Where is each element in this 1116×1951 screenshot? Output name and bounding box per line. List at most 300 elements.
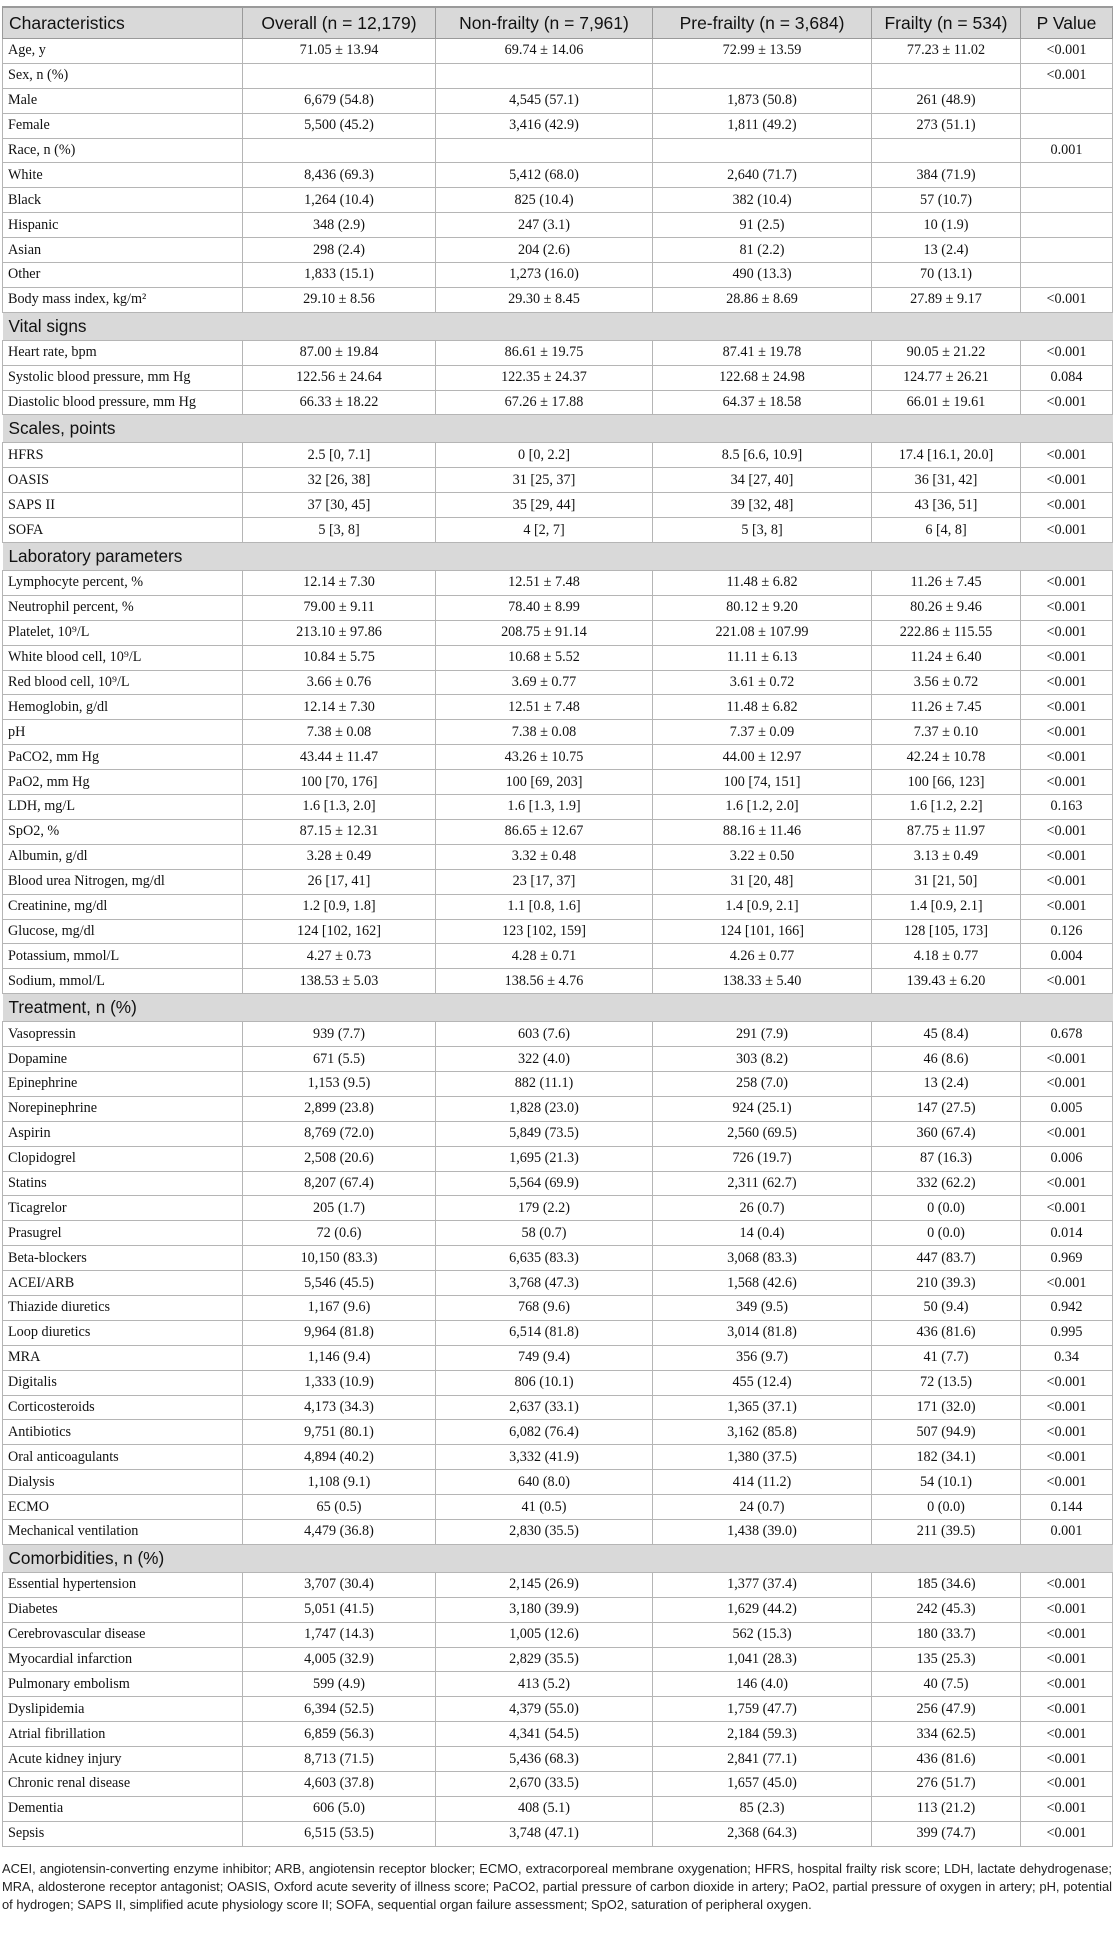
table-row (3, 645, 1113, 670)
cell-non-frailty: 3.32 ± 0.48 (436, 844, 653, 869)
cell-overall: 1,333 (10.9) (243, 1370, 436, 1395)
cell-non-frailty: 749 (9.4) (436, 1345, 653, 1370)
cell-frailty: 128 [105, 173] (872, 919, 1021, 944)
cell-characteristic: Digitalis (3, 1370, 243, 1395)
cell-non-frailty: 35 [29, 44] (436, 493, 653, 518)
cell-overall: 1,146 (9.4) (243, 1345, 436, 1370)
table-row (3, 113, 1113, 138)
cell-pre-frailty: 1.4 [0.9, 2.1] (653, 894, 872, 919)
baseline-characteristics-table-container (2, 6, 1112, 1847)
cell-non-frailty: 23 [17, 37] (436, 869, 653, 894)
table-row (3, 443, 1113, 468)
cell-overall (243, 63, 436, 88)
cell-overall: 348 (2.9) (243, 213, 436, 238)
cell-overall: 1,167 (9.6) (243, 1295, 436, 1320)
cell-non-frailty: 5,412 (68.0) (436, 163, 653, 188)
table-row (3, 1821, 1113, 1846)
cell-overall: 8,769 (72.0) (243, 1121, 436, 1146)
cell-overall: 8,713 (71.5) (243, 1747, 436, 1772)
cell-frailty: 210 (39.3) (872, 1271, 1021, 1296)
table-row (3, 138, 1113, 163)
cell-overall: 4.27 ± 0.73 (243, 944, 436, 969)
cell-pre-frailty: 8.5 [6.6, 10.9] (653, 443, 872, 468)
cell-overall: 4,005 (32.9) (243, 1647, 436, 1672)
cell-frailty: 3.56 ± 0.72 (872, 670, 1021, 695)
cell-characteristic: Atrial fibrillation (3, 1722, 243, 1747)
cell-non-frailty: 123 [102, 159] (436, 919, 653, 944)
section-header-row (3, 994, 1113, 1022)
cell-p-value: 0.001 (1021, 1519, 1113, 1544)
cell-p-value (1021, 213, 1113, 238)
cell-frailty: 43 [36, 51] (872, 493, 1021, 518)
cell-overall: 100 [70, 176] (243, 770, 436, 795)
cell-pre-frailty: 88.16 ± 11.46 (653, 819, 872, 844)
cell-frailty: 436 (81.6) (872, 1747, 1021, 1772)
cell-p-value: <0.001 (1021, 518, 1113, 543)
cell-characteristic: Asian (3, 238, 243, 263)
table-row (3, 944, 1113, 969)
cell-characteristic: Neutrophil percent, % (3, 595, 243, 620)
cell-p-value: <0.001 (1021, 720, 1113, 745)
table-row (3, 518, 1113, 543)
cell-non-frailty: 2,637 (33.1) (436, 1395, 653, 1420)
cell-frailty: 139.43 ± 6.20 (872, 969, 1021, 994)
cell-p-value: <0.001 (1021, 390, 1113, 415)
cell-characteristic: Essential hypertension (3, 1572, 243, 1597)
cell-non-frailty: 4,379 (55.0) (436, 1697, 653, 1722)
cell-p-value: 0.678 (1021, 1022, 1113, 1047)
cell-overall: 939 (7.7) (243, 1022, 436, 1047)
cell-characteristic: Other (3, 263, 243, 288)
cell-p-value: <0.001 (1021, 1470, 1113, 1495)
cell-characteristic: Diastolic blood pressure, mm Hg (3, 390, 243, 415)
cell-non-frailty: 6,082 (76.4) (436, 1420, 653, 1445)
cell-overall: 298 (2.4) (243, 238, 436, 263)
cell-overall: 9,964 (81.8) (243, 1320, 436, 1345)
cell-frailty: 90.05 ± 21.22 (872, 340, 1021, 365)
cell-p-value: <0.001 (1021, 1071, 1113, 1096)
cell-overall: 1.6 [1.3, 2.0] (243, 795, 436, 820)
cell-frailty: 46 (8.6) (872, 1047, 1021, 1072)
cell-non-frailty: 100 [69, 203] (436, 770, 653, 795)
cell-p-value: 0.995 (1021, 1320, 1113, 1345)
table-row (3, 390, 1113, 415)
cell-non-frailty: 408 (5.1) (436, 1796, 653, 1821)
cell-p-value: <0.001 (1021, 1772, 1113, 1797)
table-row (3, 1519, 1113, 1544)
cell-non-frailty: 5,849 (73.5) (436, 1121, 653, 1146)
cell-frailty: 222.86 ± 115.55 (872, 620, 1021, 645)
cell-characteristic: pH (3, 720, 243, 745)
cell-p-value (1021, 88, 1113, 113)
cell-p-value (1021, 188, 1113, 213)
cell-overall: 4,479 (36.8) (243, 1519, 436, 1544)
cell-p-value (1021, 113, 1113, 138)
cell-frailty (872, 138, 1021, 163)
cell-characteristic: Lymphocyte percent, % (3, 571, 243, 596)
cell-characteristic: Body mass index, kg/m² (3, 287, 243, 312)
cell-pre-frailty: 2,560 (69.5) (653, 1121, 872, 1146)
cell-non-frailty: 768 (9.6) (436, 1295, 653, 1320)
cell-pre-frailty: 3.22 ± 0.50 (653, 844, 872, 869)
table-row (3, 1071, 1113, 1096)
cell-non-frailty: 122.35 ± 24.37 (436, 365, 653, 390)
cell-overall: 4,894 (40.2) (243, 1445, 436, 1470)
cell-p-value: <0.001 (1021, 1370, 1113, 1395)
cell-characteristic: Male (3, 88, 243, 113)
cell-overall: 6,859 (56.3) (243, 1722, 436, 1747)
cell-pre-frailty: 146 (4.0) (653, 1672, 872, 1697)
cell-p-value: <0.001 (1021, 1821, 1113, 1846)
cell-p-value: <0.001 (1021, 287, 1113, 312)
cell-p-value: 0.014 (1021, 1221, 1113, 1246)
cell-non-frailty: 41 (0.5) (436, 1495, 653, 1520)
table-row (3, 620, 1113, 645)
cell-pre-frailty: 490 (13.3) (653, 263, 872, 288)
cell-characteristic: Dementia (3, 1796, 243, 1821)
cell-characteristic: Myocardial infarction (3, 1647, 243, 1672)
cell-overall: 29.10 ± 8.56 (243, 287, 436, 312)
table-row (3, 844, 1113, 869)
cell-overall: 71.05 ± 13.94 (243, 39, 436, 64)
cell-p-value: <0.001 (1021, 571, 1113, 596)
cell-frailty: 185 (34.6) (872, 1572, 1021, 1597)
table-row (3, 1597, 1113, 1622)
cell-characteristic: SpO2, % (3, 819, 243, 844)
cell-pre-frailty: 85 (2.3) (653, 1796, 872, 1821)
cell-characteristic: PaO2, mm Hg (3, 770, 243, 795)
table-row (3, 819, 1113, 844)
cell-pre-frailty: 414 (11.2) (653, 1470, 872, 1495)
cell-non-frailty: 4,341 (54.5) (436, 1722, 653, 1747)
cell-pre-frailty: 26 (0.7) (653, 1196, 872, 1221)
cell-pre-frailty: 3.61 ± 0.72 (653, 670, 872, 695)
cell-pre-frailty: 2,640 (71.7) (653, 163, 872, 188)
cell-overall: 1,108 (9.1) (243, 1470, 436, 1495)
cell-non-frailty: 6,514 (81.8) (436, 1320, 653, 1345)
cell-p-value: <0.001 (1021, 869, 1113, 894)
cell-frailty: 80.26 ± 9.46 (872, 595, 1021, 620)
section-header-row (3, 312, 1113, 340)
cell-pre-frailty: 1,657 (45.0) (653, 1772, 872, 1797)
cell-overall: 1.2 [0.9, 1.8] (243, 894, 436, 919)
cell-non-frailty: 12.51 ± 7.48 (436, 695, 653, 720)
cell-non-frailty: 2,145 (26.9) (436, 1572, 653, 1597)
table-row (3, 1370, 1113, 1395)
header-p-value: P Value (1021, 7, 1113, 39)
cell-characteristic: Dopamine (3, 1047, 243, 1072)
cell-pre-frailty: 3,068 (83.3) (653, 1246, 872, 1271)
cell-frailty: 124.77 ± 26.21 (872, 365, 1021, 390)
cell-frailty: 261 (48.9) (872, 88, 1021, 113)
cell-frailty: 11.26 ± 7.45 (872, 695, 1021, 720)
cell-non-frailty: 882 (11.1) (436, 1071, 653, 1096)
cell-non-frailty: 4.28 ± 0.71 (436, 944, 653, 969)
cell-overall: 66.33 ± 18.22 (243, 390, 436, 415)
cell-pre-frailty (653, 63, 872, 88)
table-row (3, 263, 1113, 288)
cell-p-value: <0.001 (1021, 39, 1113, 64)
cell-p-value: <0.001 (1021, 595, 1113, 620)
cell-overall: 65 (0.5) (243, 1495, 436, 1520)
cell-pre-frailty: 726 (19.7) (653, 1146, 872, 1171)
cell-overall: 599 (4.9) (243, 1672, 436, 1697)
table-row (3, 1470, 1113, 1495)
cell-pre-frailty: 2,184 (59.3) (653, 1722, 872, 1747)
cell-frailty: 13 (2.4) (872, 238, 1021, 263)
cell-pre-frailty: 291 (7.9) (653, 1022, 872, 1047)
cell-overall: 87.00 ± 19.84 (243, 340, 436, 365)
cell-non-frailty: 1.1 [0.8, 1.6] (436, 894, 653, 919)
cell-characteristic: Thiazide diuretics (3, 1295, 243, 1320)
table-row (3, 1221, 1113, 1246)
cell-p-value: 0.126 (1021, 919, 1113, 944)
cell-overall (243, 138, 436, 163)
cell-frailty: 87.75 ± 11.97 (872, 819, 1021, 844)
table-row (3, 1320, 1113, 1345)
cell-non-frailty: 86.65 ± 12.67 (436, 819, 653, 844)
section-header-row (3, 1544, 1113, 1572)
cell-frailty: 50 (9.4) (872, 1295, 1021, 1320)
cell-pre-frailty: 14 (0.4) (653, 1221, 872, 1246)
section-title: Treatment, n (%) (3, 994, 1113, 1022)
cell-p-value: <0.001 (1021, 1697, 1113, 1722)
cell-frailty: 447 (83.7) (872, 1246, 1021, 1271)
cell-characteristic: Cerebrovascular disease (3, 1622, 243, 1647)
cell-frailty: 0 (0.0) (872, 1196, 1021, 1221)
header-non-frailty: Non-frailty (n = 7,961) (436, 7, 653, 39)
table-row (3, 1146, 1113, 1171)
cell-overall: 32 [26, 38] (243, 468, 436, 493)
cell-frailty: 10 (1.9) (872, 213, 1021, 238)
cell-characteristic: Acute kidney injury (3, 1747, 243, 1772)
cell-non-frailty: 5,436 (68.3) (436, 1747, 653, 1772)
cell-overall: 87.15 ± 12.31 (243, 819, 436, 844)
cell-pre-frailty: 138.33 ± 5.40 (653, 969, 872, 994)
table-row (3, 869, 1113, 894)
cell-non-frailty: 1,828 (23.0) (436, 1096, 653, 1121)
cell-characteristic: Oral anticoagulants (3, 1445, 243, 1470)
table-row (3, 1722, 1113, 1747)
cell-non-frailty: 43.26 ± 10.75 (436, 745, 653, 770)
cell-pre-frailty: 221.08 ± 107.99 (653, 620, 872, 645)
cell-overall: 213.10 ± 97.86 (243, 620, 436, 645)
table-row (3, 720, 1113, 745)
cell-pre-frailty: 455 (12.4) (653, 1370, 872, 1395)
cell-p-value: <0.001 (1021, 1047, 1113, 1072)
cell-characteristic: SAPS II (3, 493, 243, 518)
cell-pre-frailty: 87.41 ± 19.78 (653, 340, 872, 365)
cell-p-value: 0.163 (1021, 795, 1113, 820)
cell-pre-frailty: 3,014 (81.8) (653, 1320, 872, 1345)
cell-non-frailty: 6,635 (83.3) (436, 1246, 653, 1271)
cell-p-value: <0.001 (1021, 745, 1113, 770)
cell-characteristic: Antibiotics (3, 1420, 243, 1445)
table-row (3, 1395, 1113, 1420)
cell-overall: 122.56 ± 24.64 (243, 365, 436, 390)
cell-overall: 79.00 ± 9.11 (243, 595, 436, 620)
cell-characteristic: Sodium, mmol/L (3, 969, 243, 994)
table-row (3, 468, 1113, 493)
cell-characteristic: Sepsis (3, 1821, 243, 1846)
cell-pre-frailty: 2,368 (64.3) (653, 1821, 872, 1846)
cell-frailty: 27.89 ± 9.17 (872, 287, 1021, 312)
cell-characteristic: Female (3, 113, 243, 138)
table-row (3, 39, 1113, 64)
cell-characteristic: Sex, n (%) (3, 63, 243, 88)
cell-non-frailty: 3,748 (47.1) (436, 1821, 653, 1846)
cell-p-value: <0.001 (1021, 1445, 1113, 1470)
cell-pre-frailty: 124 [101, 166] (653, 919, 872, 944)
cell-overall: 1,153 (9.5) (243, 1071, 436, 1096)
cell-non-frailty: 29.30 ± 8.45 (436, 287, 653, 312)
header-row (3, 7, 1113, 39)
cell-overall: 606 (5.0) (243, 1796, 436, 1821)
cell-pre-frailty: 258 (7.0) (653, 1071, 872, 1096)
cell-frailty: 256 (47.9) (872, 1697, 1021, 1722)
table-row (3, 1196, 1113, 1221)
cell-p-value: 0.006 (1021, 1146, 1113, 1171)
cell-overall: 5,546 (45.5) (243, 1271, 436, 1296)
cell-overall: 1,833 (15.1) (243, 263, 436, 288)
cell-overall: 6,515 (53.5) (243, 1821, 436, 1846)
cell-pre-frailty: 924 (25.1) (653, 1096, 872, 1121)
table-row (3, 745, 1113, 770)
table-row (3, 969, 1113, 994)
table-row (3, 163, 1113, 188)
cell-frailty: 399 (74.7) (872, 1821, 1021, 1846)
cell-p-value: <0.001 (1021, 670, 1113, 695)
table-row (3, 919, 1113, 944)
cell-pre-frailty: 562 (15.3) (653, 1622, 872, 1647)
cell-frailty: 171 (32.0) (872, 1395, 1021, 1420)
cell-pre-frailty: 11.48 ± 6.82 (653, 695, 872, 720)
cell-pre-frailty: 64.37 ± 18.58 (653, 390, 872, 415)
cell-non-frailty: 4,545 (57.1) (436, 88, 653, 113)
section-header-row (3, 415, 1113, 443)
cell-frailty: 72 (13.5) (872, 1370, 1021, 1395)
table-footnote: ACEI, angiotensin-converting enzyme inhibitor; ARB, angiotensin receptor blocker; ECMO, extracorporeal membrane oxygenation; HFRS, hospital frailty risk score; LDH, lactate dehydrogenase; MRA, aldosterone receptor antagonist; OASIS, Oxford acute severity of illness score; PaCO2, partial pressure of carbon dioxide in artery; PaO2, partial pressure of oxygen in artery; pH, potential of hydrogen; SAPS II, simplified acute physiology score II; SOFA, sequential organ failure assessment; SpO2, saturation of peripheral oxygen. (2, 1861, 1112, 1912)
cell-frailty: 4.18 ± 0.77 (872, 944, 1021, 969)
cell-characteristic: Glucose, mg/dl (3, 919, 243, 944)
cell-non-frailty: 640 (8.0) (436, 1470, 653, 1495)
cell-non-frailty: 3,416 (42.9) (436, 113, 653, 138)
cell-frailty: 70 (13.1) (872, 263, 1021, 288)
cell-characteristic: Hispanic (3, 213, 243, 238)
cell-p-value: <0.001 (1021, 645, 1113, 670)
cell-non-frailty: 2,829 (35.5) (436, 1647, 653, 1672)
cell-overall: 5 [3, 8] (243, 518, 436, 543)
cell-overall: 5,051 (41.5) (243, 1597, 436, 1622)
cell-non-frailty: 12.51 ± 7.48 (436, 571, 653, 596)
cell-frailty: 6 [4, 8] (872, 518, 1021, 543)
table-row (3, 1096, 1113, 1121)
cell-pre-frailty: 1,568 (42.6) (653, 1271, 872, 1296)
cell-frailty: 360 (67.4) (872, 1121, 1021, 1146)
cell-overall: 4,603 (37.8) (243, 1772, 436, 1797)
header-overall: Overall (n = 12,179) (243, 7, 436, 39)
cell-non-frailty: 2,830 (35.5) (436, 1519, 653, 1544)
cell-frailty: 54 (10.1) (872, 1470, 1021, 1495)
table-row (3, 1171, 1113, 1196)
table-row (3, 1647, 1113, 1672)
cell-frailty: 11.24 ± 6.40 (872, 645, 1021, 670)
cell-p-value: <0.001 (1021, 1196, 1113, 1221)
cell-frailty: 41 (7.7) (872, 1345, 1021, 1370)
cell-characteristic: Black (3, 188, 243, 213)
cell-non-frailty: 5,564 (69.9) (436, 1171, 653, 1196)
table-row (3, 340, 1113, 365)
cell-p-value: 0.004 (1021, 944, 1113, 969)
cell-non-frailty: 204 (2.6) (436, 238, 653, 263)
cell-non-frailty: 78.40 ± 8.99 (436, 595, 653, 620)
cell-characteristic: Beta-blockers (3, 1246, 243, 1271)
cell-frailty: 273 (51.1) (872, 113, 1021, 138)
table-row (3, 1672, 1113, 1697)
cell-p-value: <0.001 (1021, 1271, 1113, 1296)
cell-overall: 205 (1.7) (243, 1196, 436, 1221)
section-title: Scales, points (3, 415, 1113, 443)
table-row (3, 1345, 1113, 1370)
cell-frailty: 1.4 [0.9, 2.1] (872, 894, 1021, 919)
cell-overall: 3.66 ± 0.76 (243, 670, 436, 695)
cell-p-value: <0.001 (1021, 894, 1113, 919)
table-row (3, 1271, 1113, 1296)
cell-p-value: <0.001 (1021, 468, 1113, 493)
cell-frailty: 40 (7.5) (872, 1672, 1021, 1697)
cell-frailty: 0 (0.0) (872, 1221, 1021, 1246)
cell-non-frailty: 1,273 (16.0) (436, 263, 653, 288)
cell-characteristic: Loop diuretics (3, 1320, 243, 1345)
header-characteristics: Characteristics (3, 7, 243, 39)
cell-overall: 2,899 (23.8) (243, 1096, 436, 1121)
cell-non-frailty: 0 [0, 2.2] (436, 443, 653, 468)
cell-pre-frailty: 44.00 ± 12.97 (653, 745, 872, 770)
cell-characteristic: Epinephrine (3, 1071, 243, 1096)
cell-p-value (1021, 263, 1113, 288)
cell-p-value: <0.001 (1021, 1796, 1113, 1821)
cell-p-value: 0.144 (1021, 1495, 1113, 1520)
cell-non-frailty: 3,332 (41.9) (436, 1445, 653, 1470)
cell-pre-frailty: 2,311 (62.7) (653, 1171, 872, 1196)
cell-pre-frailty: 356 (9.7) (653, 1345, 872, 1370)
cell-pre-frailty: 5 [3, 8] (653, 518, 872, 543)
cell-pre-frailty: 24 (0.7) (653, 1495, 872, 1520)
cell-overall: 5,500 (45.2) (243, 113, 436, 138)
cell-pre-frailty: 81 (2.2) (653, 238, 872, 263)
cell-non-frailty: 69.74 ± 14.06 (436, 39, 653, 64)
cell-characteristic: Race, n (%) (3, 138, 243, 163)
table-row (3, 1246, 1113, 1271)
cell-characteristic: Diabetes (3, 1597, 243, 1622)
cell-frailty: 11.26 ± 7.45 (872, 571, 1021, 596)
table-row (3, 1772, 1113, 1797)
cell-frailty: 100 [66, 123] (872, 770, 1021, 795)
cell-overall: 8,436 (69.3) (243, 163, 436, 188)
cell-characteristic: Age, y (3, 39, 243, 64)
cell-characteristic: Prasugrel (3, 1221, 243, 1246)
cell-pre-frailty: 7.37 ± 0.09 (653, 720, 872, 745)
cell-overall: 1,747 (14.3) (243, 1622, 436, 1647)
cell-characteristic: Aspirin (3, 1121, 243, 1146)
cell-characteristic: Albumin, g/dl (3, 844, 243, 869)
cell-frailty: 3.13 ± 0.49 (872, 844, 1021, 869)
cell-overall: 12.14 ± 7.30 (243, 695, 436, 720)
cell-pre-frailty: 1,380 (37.5) (653, 1445, 872, 1470)
cell-pre-frailty: 1,041 (28.3) (653, 1647, 872, 1672)
cell-non-frailty: 322 (4.0) (436, 1047, 653, 1072)
cell-p-value: <0.001 (1021, 340, 1113, 365)
